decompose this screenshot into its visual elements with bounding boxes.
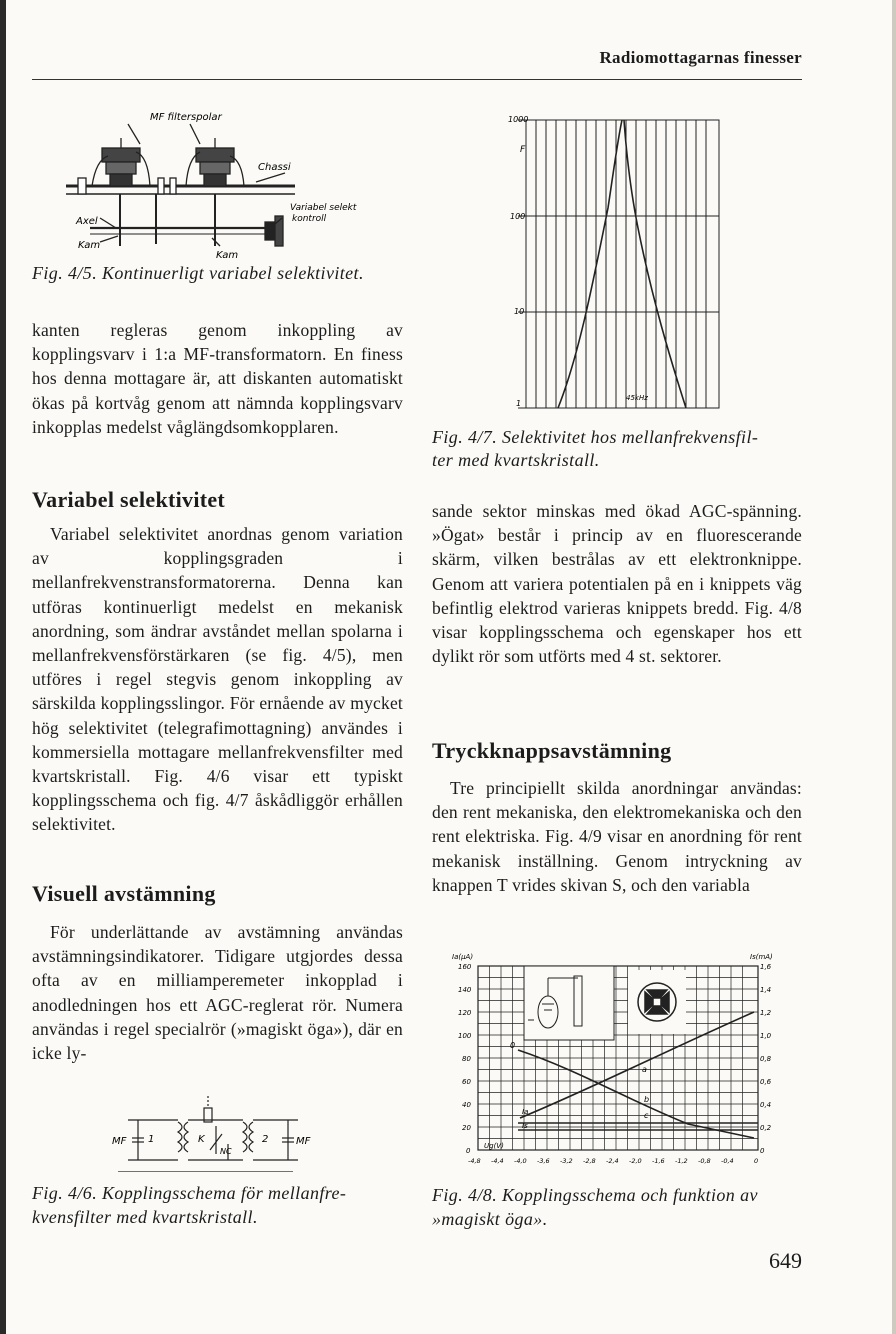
fig-4-8-x-ticks: [468, 1157, 758, 1165]
left-paragraph-1: [32, 522, 403, 837]
fig-4-8-is-label: Is: [522, 1122, 528, 1130]
heading-visuell-avstamning: Visuell avstämning: [32, 881, 216, 906]
fig-4-8-x-tick: -3,6: [537, 1157, 550, 1165]
fig-4-7-y-label-1000: 1000: [508, 115, 529, 124]
page-edge-right: [892, 0, 896, 1334]
fig-4-7-y-label-f: F: [520, 145, 526, 155]
fig-4-6-schematic: [108, 1092, 318, 1172]
fig-4-6-label-k: K: [198, 1134, 205, 1145]
fig-4-8-left-tick: 140: [458, 986, 472, 994]
fig-4-8-x-tick: -4,4: [491, 1157, 504, 1165]
fig-4-8-c-label: c: [644, 1111, 649, 1120]
fig-4-7-selectivity-graph: [500, 108, 730, 418]
fig-4-8-left-tick: 120: [458, 1009, 472, 1017]
left-intro-paragraph: [32, 318, 403, 439]
fig-4-8-right-ticks: [760, 963, 772, 1155]
fig-4-8-b-label: b: [644, 1095, 650, 1104]
left-intro-text: kanten regleras genom inkoppling av kopplingsvarv i 1:a MF-transformatorn. En finess hos denna mottagare är, att diskanten automatiskt ökas på kortvåg genom att nämnda kopplingsvarv inkopplas medelst våglängdsomkopplaren.: [32, 320, 403, 437]
fig-4-8-right-tick: 1,0: [760, 1032, 772, 1040]
fig-4-8-left-axis-label: Ia(µA): [452, 953, 474, 961]
fig-4-5-label-mf-filter: MF filterspolar: [150, 112, 222, 123]
fig-4-8-left-tick: 20: [462, 1124, 471, 1132]
fig-4-7-y-label-1: 1: [516, 399, 522, 408]
fig-4-8-ia-label: Ia: [522, 1108, 529, 1116]
fig-4-8-o-label: 0: [510, 1041, 516, 1050]
fig-4-7-khz-label: 45kHz: [626, 394, 648, 402]
fig-4-8-right-tick: 0,6: [760, 1078, 772, 1086]
fig-4-8-x-tick: -4,8: [468, 1157, 481, 1165]
fig-4-5-caption: Fig. 4/5. Kontinuerligt variabel selektivitet.: [32, 263, 364, 283]
fig-4-8-x-tick: -2,8: [583, 1157, 596, 1165]
fig-4-8-right-tick: 0,2: [760, 1124, 772, 1132]
fig-4-6-label-nc: NC: [220, 1147, 232, 1156]
fig-4-8-a-label: a: [642, 1065, 647, 1074]
fig-4-5-label-kam-left: Kam: [78, 240, 101, 251]
fig-4-8-x-tick: -0,4: [721, 1157, 734, 1165]
fig-4-7-y-label-100: 100: [510, 212, 526, 221]
fig-4-5-label-chassi: Chassi: [258, 162, 291, 173]
fig-4-5-label-kontroll: kontroll: [292, 214, 327, 224]
fig-4-8-x-tick: 0: [754, 1157, 759, 1165]
right-paragraph-2: [432, 776, 802, 897]
fig-4-8-right-tick: 0: [760, 1147, 765, 1155]
fig-4-5-label-axel: Axel: [76, 216, 98, 227]
fig-4-5-mechanism-drawing: [60, 108, 360, 263]
heading-tryckknappsavstamning: Tryckknappsavstämning: [432, 738, 672, 763]
fig-4-8-right-tick: 1,4: [760, 986, 772, 994]
fig-4-8-left-tick: 80: [462, 1055, 471, 1063]
fig-4-8-left-tick: 0: [466, 1147, 471, 1155]
fig-4-7-caption-line-1: Fig. 4/7. Selektivitet hos mellanfrekvensfil-: [432, 427, 759, 447]
fig-4-6-caption-line-2: kvensfilter med kvartskristall.: [32, 1207, 258, 1227]
fig-4-8-x-tick: -4,0: [514, 1157, 527, 1165]
fig-4-7-y-label-10: 10: [514, 307, 525, 316]
right-paragraph-1-text: sande sektor minskas med ökad AGC-spänning. »Ögat» består i princip av en fluorescerande skärm, vilken bestrålas av ett elektronknippe. Genom att variera potentialen på en i knippets väg befintlig elektrod varieras knippets bredd. Fig. 4/8 visar kopplingsschema och egenskaper hos ett dylikt rör som utförts med 4 st. sektorer.: [432, 501, 802, 667]
fig-4-8-right-tick: 0,4: [760, 1101, 772, 1109]
left-paragraph-2: [32, 920, 403, 1065]
fig-4-5-label-variabel: Variabel selekt: [290, 203, 357, 213]
fig-4-8-left-tick: 40: [462, 1101, 471, 1109]
left-paragraph-1-text: Variabel selektivitet anordnas genom variation av kopplingsgraden i mellanfrekvenstransformatorerna. Denna kan utföras kontinuerligt medelst en mekanisk anordning, som ändrar avståndet mellan spolarna i mellanfrekvensförstärkaren (se fig. 4/5), men utföres i regel stegvis genom inkoppling av särskilda kopplingsslingor. För ernående av mycket hög selektivitet (telegrafimottagning) användes i kommersiella mottagare mellanfrekvensfilter med kvartskristall. Fig. 4/6 visar ett typiskt kopplingsschema och fig. 4/7 åskådliggör erhållen selektivitet.: [32, 524, 403, 835]
fig-4-8-x-tick: -2,0: [629, 1157, 642, 1165]
fig-4-6-label-mf-left: MF: [112, 1136, 127, 1147]
page-edge-shadow: [0, 0, 6, 1334]
fig-4-8-x-tick: -3,2: [560, 1157, 573, 1165]
fig-4-6-label-one: 1: [148, 1134, 155, 1145]
fig-4-7-caption-line-2: ter med kvartskristall.: [432, 450, 600, 470]
header-rule: [32, 79, 802, 80]
fig-4-6-caption-line-1: Fig. 4/6. Kopplingsschema för mellanfre-: [32, 1183, 347, 1203]
running-title: Radiomottagarnas finesser: [599, 48, 802, 67]
heading-variabel-selektivitet: Variabel selektivitet: [32, 487, 226, 512]
fig-4-8-x-tick: -1,2: [675, 1157, 688, 1165]
fig-4-8-left-tick: 60: [462, 1078, 471, 1086]
fig-4-8-right-axis-label: Is(mA): [750, 953, 773, 961]
fig-4-8-x-tick: -1,6: [652, 1157, 665, 1165]
fig-4-8-left-tick: 100: [458, 1032, 472, 1040]
fig-4-8-left-ticks: [458, 963, 472, 1155]
fig-4-8-ug-label: Ug(V): [484, 1142, 504, 1150]
fig-4-8-right-tick: 1,6: [760, 963, 772, 971]
left-paragraph-2-text: För underlättande av avstämning användas avstämningsindikatorer. Tidigare utgjordes dessa ofta av en milliamperemeter inkopplad i anodledningen hos ett AGC-reglerat rör. Numera användas i regel specialrör (»magiskt öga»), där en icke ly-: [32, 922, 403, 1064]
fig-4-8-right-tick: 0,8: [760, 1055, 772, 1063]
fig-4-6-label-two: 2: [262, 1134, 269, 1145]
page-number: 649: [769, 1248, 802, 1273]
right-paragraph-1: [432, 499, 802, 668]
fig-4-5-label-kam-right: Kam: [216, 250, 239, 261]
fig-4-8-x-tick: -2,4: [606, 1157, 619, 1165]
fig-4-8-right-tick: 1,2: [760, 1009, 772, 1017]
fig-4-8-x-tick: -0,8: [698, 1157, 711, 1165]
fig-4-8-magic-eye-chart: [448, 950, 788, 1170]
right-paragraph-2-text: Tre principiellt skilda anordningar användas: den rent mekaniska, den elektromekaniska och den rent elektriska. Fig. 4/9 visar en anordning för rent mekanisk inställning. Genom intryckning av knappen T vrides skivan S, och den variabla: [432, 778, 802, 895]
fig-4-6-label-mf-right: MF: [296, 1136, 311, 1147]
fig-4-8-caption-line-1: Fig. 4/8. Kopplingsschema och funktion av: [432, 1185, 758, 1205]
fig-4-8-left-tick: 160: [458, 963, 472, 971]
fig-4-8-caption-line-2: »magiskt öga».: [432, 1209, 548, 1229]
